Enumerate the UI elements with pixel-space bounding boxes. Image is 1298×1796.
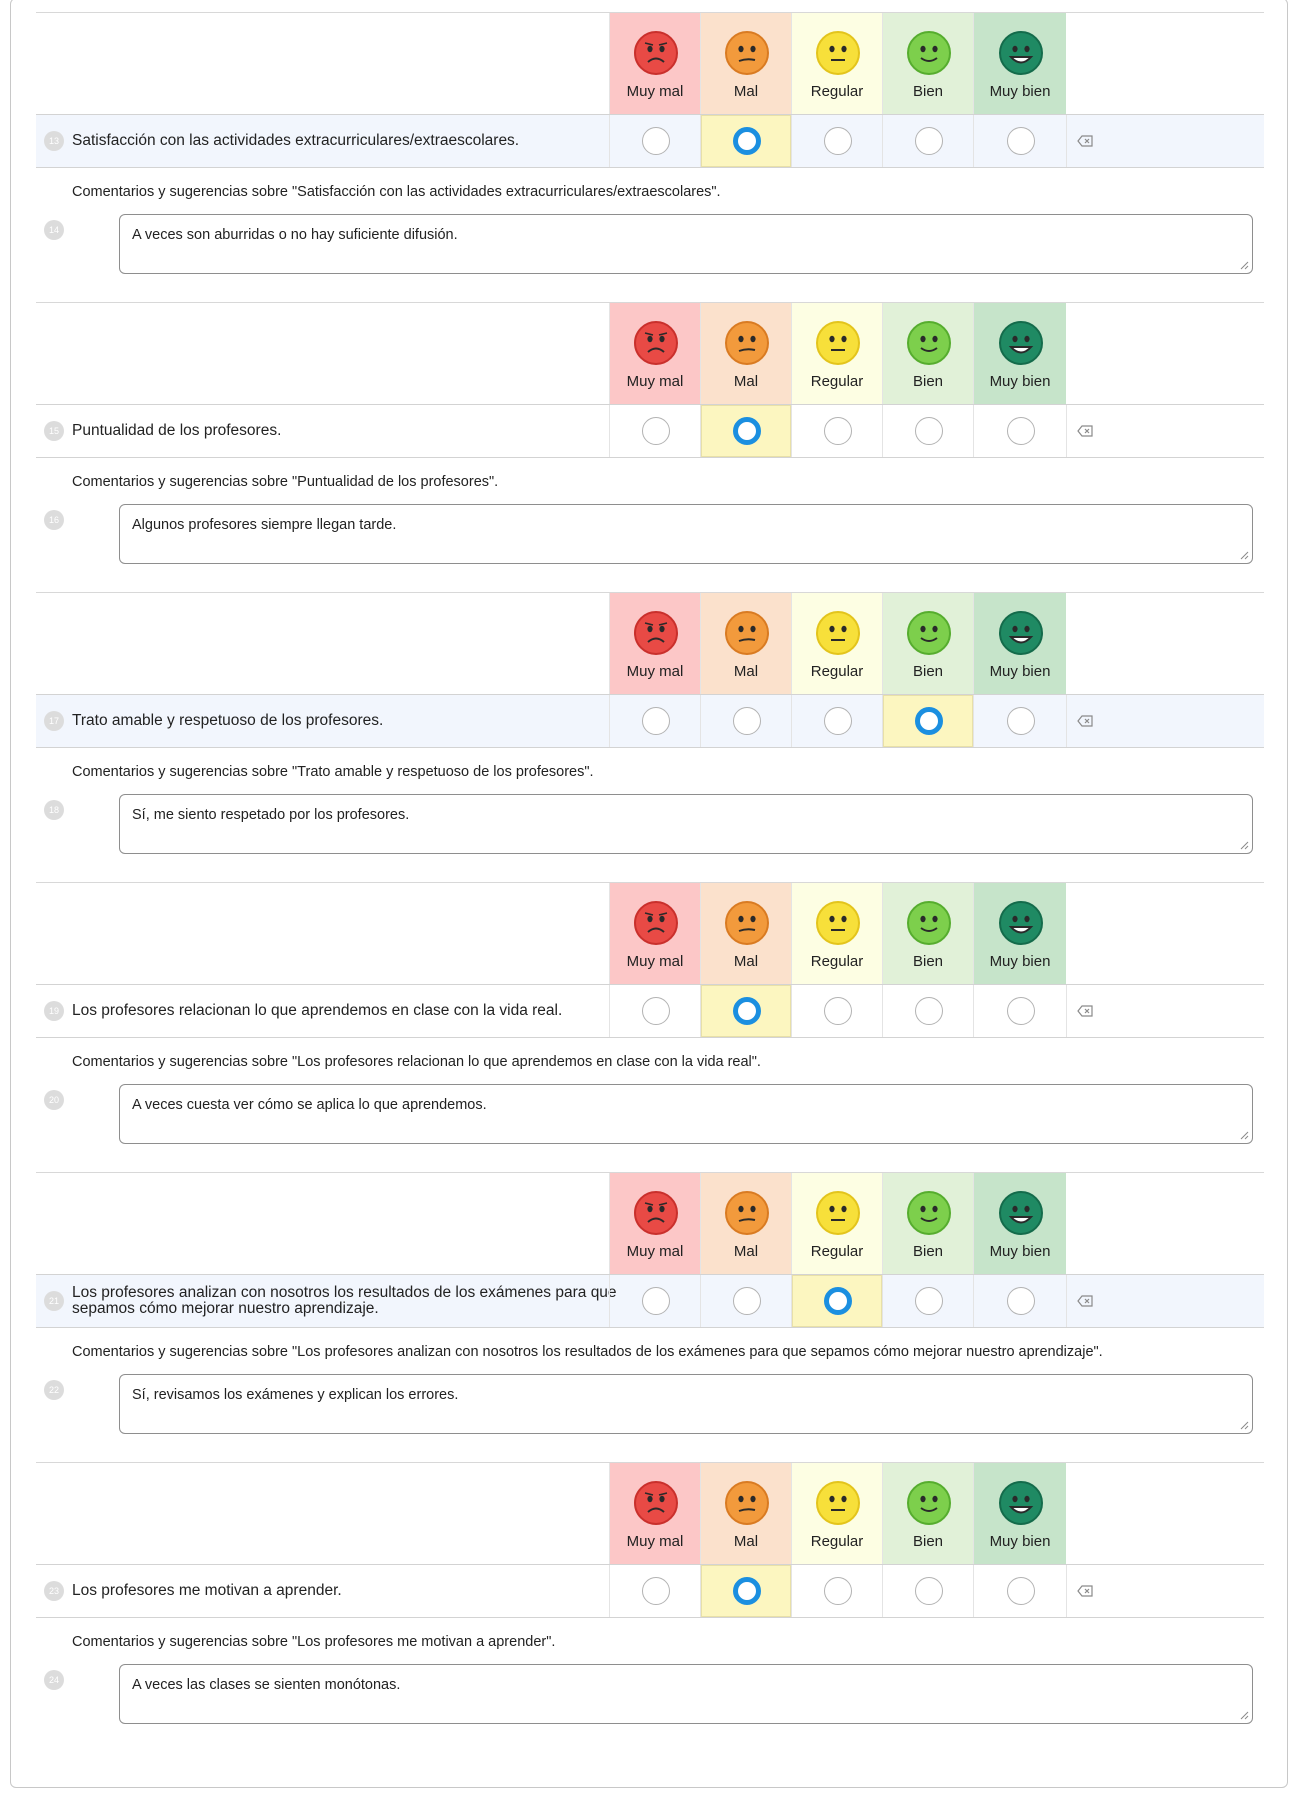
rating-option-cell[interactable] bbox=[973, 115, 1066, 167]
neutral-face-icon bbox=[815, 30, 861, 76]
comment-section bbox=[36, 458, 1264, 592]
scale-option-header bbox=[609, 303, 700, 404]
comment-section bbox=[36, 748, 1264, 882]
question-text: Trato amable y respetuoso de los profesores. bbox=[72, 712, 384, 729]
scale-option-header bbox=[791, 1173, 882, 1274]
very-happy-face-icon bbox=[998, 610, 1044, 656]
radio-button-selected[interactable] bbox=[824, 1287, 852, 1315]
scale-option-header bbox=[882, 593, 973, 694]
question-text: Los profesores relacionan lo que aprendemos en clase con la vida real. bbox=[72, 1002, 563, 1019]
scale-option-header bbox=[882, 303, 973, 404]
resize-grip-icon[interactable] bbox=[1239, 840, 1249, 850]
rating-option-cell[interactable] bbox=[973, 695, 1066, 747]
radio-button[interactable] bbox=[824, 127, 852, 155]
question-block bbox=[36, 302, 1264, 592]
rating-option-cell[interactable] bbox=[791, 695, 882, 747]
scale-label: Muy mal bbox=[626, 1243, 684, 1260]
radio-button[interactable] bbox=[642, 1287, 670, 1315]
radio-button[interactable] bbox=[915, 1287, 943, 1315]
scale-label: Regular bbox=[810, 953, 864, 970]
radio-button-selected[interactable] bbox=[733, 127, 761, 155]
scale-label: Regular bbox=[810, 663, 864, 680]
very-sad-face-icon bbox=[633, 1190, 679, 1236]
scale-label: Regular bbox=[810, 1243, 864, 1260]
scale-option-header bbox=[700, 1173, 791, 1274]
rating-scale-header bbox=[36, 1462, 1264, 1564]
backspace-icon[interactable] bbox=[1077, 715, 1093, 727]
rating-option-cell[interactable] bbox=[791, 405, 882, 457]
radio-button[interactable] bbox=[915, 1577, 943, 1605]
rating-option-cell[interactable] bbox=[882, 985, 973, 1037]
comment-textarea[interactable] bbox=[119, 1374, 1253, 1434]
comment-textarea[interactable] bbox=[119, 1084, 1253, 1144]
scale-label: Mal bbox=[733, 1243, 759, 1260]
neutral-face-icon bbox=[815, 610, 861, 656]
comment-section bbox=[36, 168, 1264, 302]
scale-label: Muy bien bbox=[989, 373, 1051, 390]
comment-textarea[interactable] bbox=[119, 1664, 1253, 1724]
question-number-badge: 24 bbox=[44, 1670, 64, 1690]
scale-option-header bbox=[973, 883, 1066, 984]
comment-text-value: Sí, revisamos los exámenes y explican los errores. bbox=[132, 1387, 459, 1403]
radio-button[interactable] bbox=[824, 707, 852, 735]
scale-option-header bbox=[973, 13, 1066, 114]
survey-page bbox=[10, 0, 1288, 1788]
scale-label: Regular bbox=[810, 373, 864, 390]
radio-button[interactable] bbox=[824, 997, 852, 1025]
comment-label: Comentarios y sugerencias sobre "Los profesores analizan con nosotros los resultados de los exámenes para que sepamos cómo mejorar nuestro aprendizaje". bbox=[72, 1344, 1103, 1360]
question-text: Satisfacción con las actividades extracurriculares/extraescolares. bbox=[72, 132, 520, 149]
neutral-face-icon bbox=[815, 900, 861, 946]
scale-label: Mal bbox=[733, 373, 759, 390]
scale-label: Muy bien bbox=[989, 953, 1051, 970]
very-sad-face-icon bbox=[633, 30, 679, 76]
sad-face-icon bbox=[724, 320, 770, 366]
radio-button[interactable] bbox=[915, 417, 943, 445]
scale-option-header bbox=[973, 1173, 1066, 1274]
rating-option-cell[interactable] bbox=[700, 405, 791, 457]
radio-button-selected[interactable] bbox=[733, 417, 761, 445]
scale-label: Muy bien bbox=[989, 83, 1051, 100]
rating-option-cell[interactable] bbox=[973, 1565, 1066, 1617]
radio-button[interactable] bbox=[642, 1577, 670, 1605]
rating-option-cell[interactable] bbox=[791, 115, 882, 167]
radio-button[interactable] bbox=[824, 417, 852, 445]
happy-face-icon bbox=[906, 320, 952, 366]
radio-button-selected[interactable] bbox=[733, 1577, 761, 1605]
comment-label: Comentarios y sugerencias sobre "Trato amable y respetuoso de los profesores". bbox=[72, 764, 594, 780]
radio-button[interactable] bbox=[1007, 127, 1035, 155]
clear-answer-button[interactable] bbox=[1066, 985, 1264, 1037]
radio-button[interactable] bbox=[824, 1577, 852, 1605]
radio-button[interactable] bbox=[733, 1287, 761, 1315]
scale-option-header bbox=[700, 303, 791, 404]
comment-label: Comentarios y sugerencias sobre "Puntualidad de los profesores". bbox=[72, 474, 499, 490]
comment-section bbox=[36, 1618, 1264, 1752]
rating-option-cell[interactable] bbox=[609, 1565, 700, 1617]
very-sad-face-icon bbox=[633, 320, 679, 366]
scale-option-header bbox=[700, 593, 791, 694]
comment-text-value: A veces cuesta ver cómo se aplica lo que aprendemos. bbox=[132, 1097, 487, 1113]
neutral-face-icon bbox=[815, 320, 861, 366]
rating-option-cell[interactable] bbox=[609, 695, 700, 747]
scale-option-header bbox=[609, 1463, 700, 1564]
clear-answer-button[interactable] bbox=[1066, 1275, 1264, 1327]
very-sad-face-icon bbox=[633, 900, 679, 946]
rating-option-cell[interactable] bbox=[973, 405, 1066, 457]
radio-button[interactable] bbox=[733, 707, 761, 735]
question-number-badge: 22 bbox=[44, 1380, 64, 1400]
very-happy-face-icon bbox=[998, 900, 1044, 946]
scale-label: Muy mal bbox=[626, 663, 684, 680]
rating-option-cell[interactable] bbox=[609, 1275, 700, 1327]
question-number-badge: 18 bbox=[44, 800, 64, 820]
question-number-badge: 15 bbox=[44, 421, 64, 441]
rating-option-cell[interactable] bbox=[700, 115, 791, 167]
scale-label: Muy mal bbox=[626, 83, 684, 100]
comment-section bbox=[36, 1328, 1264, 1462]
scale-label: Bien bbox=[912, 663, 944, 680]
scale-option-header bbox=[791, 303, 882, 404]
scale-option-header bbox=[882, 883, 973, 984]
happy-face-icon bbox=[906, 900, 952, 946]
rating-option-cell[interactable] bbox=[791, 985, 882, 1037]
question-row bbox=[36, 694, 1264, 748]
scale-label: Bien bbox=[912, 1243, 944, 1260]
radio-button[interactable] bbox=[642, 707, 670, 735]
question-number-badge: 17 bbox=[44, 711, 64, 731]
scale-option-header bbox=[700, 1463, 791, 1564]
question-number-badge: 21 bbox=[44, 1291, 64, 1311]
rating-option-cell[interactable] bbox=[882, 1275, 973, 1327]
radio-button[interactable] bbox=[1007, 1287, 1035, 1315]
very-happy-face-icon bbox=[998, 1190, 1044, 1236]
rating-option-cell[interactable] bbox=[609, 115, 700, 167]
scale-option-header bbox=[700, 883, 791, 984]
scale-label: Regular bbox=[810, 83, 864, 100]
neutral-face-icon bbox=[815, 1190, 861, 1236]
rating-option-cell[interactable] bbox=[973, 985, 1066, 1037]
comment-text-value: A veces las clases se sienten monótonas. bbox=[132, 1677, 401, 1693]
scale-option-header bbox=[609, 593, 700, 694]
resize-grip-icon[interactable] bbox=[1239, 1130, 1249, 1140]
radio-button[interactable] bbox=[642, 997, 670, 1025]
question-text: Los profesores analizan con nosotros los resultados de los exámenes para que sepamos cómo mejorar nuestro aprendizaje. bbox=[72, 1284, 617, 1317]
scale-option-header bbox=[882, 1463, 973, 1564]
backspace-icon[interactable] bbox=[1077, 1005, 1093, 1017]
happy-face-icon bbox=[906, 1480, 952, 1526]
scale-label: Muy bien bbox=[989, 1533, 1051, 1550]
rating-option-cell[interactable] bbox=[700, 985, 791, 1037]
rating-scale-header bbox=[36, 592, 1264, 694]
scale-option-header bbox=[700, 13, 791, 114]
question-row bbox=[36, 404, 1264, 458]
scale-label: Bien bbox=[912, 1533, 944, 1550]
clear-answer-button[interactable] bbox=[1066, 1565, 1264, 1617]
rating-option-cell[interactable] bbox=[791, 1275, 882, 1327]
rating-option-cell[interactable] bbox=[882, 115, 973, 167]
scale-option-header bbox=[973, 593, 1066, 694]
resize-grip-icon[interactable] bbox=[1239, 1420, 1249, 1430]
scale-option-header bbox=[609, 883, 700, 984]
radio-button-selected[interactable] bbox=[733, 997, 761, 1025]
rating-option-cell[interactable] bbox=[973, 1275, 1066, 1327]
sad-face-icon bbox=[724, 1480, 770, 1526]
happy-face-icon bbox=[906, 1190, 952, 1236]
clear-answer-button[interactable] bbox=[1066, 695, 1264, 747]
comment-section bbox=[36, 1038, 1264, 1172]
rating-option-cell[interactable] bbox=[791, 1565, 882, 1617]
comment-textarea[interactable] bbox=[119, 214, 1253, 274]
scale-label: Bien bbox=[912, 373, 944, 390]
scale-option-header bbox=[791, 593, 882, 694]
scale-option-header bbox=[882, 1173, 973, 1274]
sad-face-icon bbox=[724, 30, 770, 76]
sad-face-icon bbox=[724, 1190, 770, 1236]
scale-option-header bbox=[609, 13, 700, 114]
clear-answer-button[interactable] bbox=[1066, 115, 1264, 167]
happy-face-icon bbox=[906, 610, 952, 656]
radio-button[interactable] bbox=[642, 127, 670, 155]
sad-face-icon bbox=[724, 900, 770, 946]
rating-scale-header bbox=[36, 302, 1264, 404]
scale-label: Mal bbox=[733, 953, 759, 970]
radio-button[interactable] bbox=[1007, 997, 1035, 1025]
rating-scale-header bbox=[36, 1172, 1264, 1274]
comment-label: Comentarios y sugerencias sobre "Los profesores me motivan a aprender". bbox=[72, 1634, 556, 1650]
backspace-icon[interactable] bbox=[1077, 1295, 1093, 1307]
scale-option-header bbox=[791, 13, 882, 114]
scale-label: Mal bbox=[733, 83, 759, 100]
question-row bbox=[36, 114, 1264, 168]
question-number-badge: 19 bbox=[44, 1001, 64, 1021]
radio-button[interactable] bbox=[915, 997, 943, 1025]
scale-option-header bbox=[791, 883, 882, 984]
backspace-icon[interactable] bbox=[1077, 425, 1093, 437]
radio-button[interactable] bbox=[642, 417, 670, 445]
scale-label: Muy bien bbox=[989, 663, 1051, 680]
scale-option-header bbox=[973, 303, 1066, 404]
backspace-icon[interactable] bbox=[1077, 1585, 1093, 1597]
rating-option-cell[interactable] bbox=[609, 985, 700, 1037]
question-text: Puntualidad de los profesores. bbox=[72, 422, 282, 439]
question-number-badge: 20 bbox=[44, 1090, 64, 1110]
very-happy-face-icon bbox=[998, 1480, 1044, 1526]
question-block bbox=[36, 592, 1264, 882]
question-block bbox=[36, 1172, 1264, 1462]
backspace-icon[interactable] bbox=[1077, 135, 1093, 147]
question-block bbox=[36, 12, 1264, 302]
resize-grip-icon[interactable] bbox=[1239, 260, 1249, 270]
scale-label: Mal bbox=[733, 663, 759, 680]
comment-text-value: Sí, me siento respetado por los profesores. bbox=[132, 807, 410, 823]
rating-option-cell[interactable] bbox=[700, 1565, 791, 1617]
rating-option-cell[interactable] bbox=[882, 405, 973, 457]
scale-label: Mal bbox=[733, 1533, 759, 1550]
question-row bbox=[36, 1564, 1264, 1618]
comment-textarea[interactable] bbox=[119, 504, 1253, 564]
radio-button[interactable] bbox=[915, 127, 943, 155]
scale-option-header bbox=[609, 1173, 700, 1274]
question-number-badge: 13 bbox=[44, 131, 64, 151]
scale-option-header bbox=[791, 1463, 882, 1564]
question-text: Los profesores me motivan a aprender. bbox=[72, 1582, 342, 1599]
scale-label: Bien bbox=[912, 953, 944, 970]
survey-question-list bbox=[36, 12, 1264, 1752]
happy-face-icon bbox=[906, 30, 952, 76]
rating-option-cell[interactable] bbox=[882, 1565, 973, 1617]
very-happy-face-icon bbox=[998, 320, 1044, 366]
radio-button[interactable] bbox=[1007, 1577, 1035, 1605]
very-sad-face-icon bbox=[633, 1480, 679, 1526]
question-number-badge: 16 bbox=[44, 510, 64, 530]
scale-label: Muy bien bbox=[989, 1243, 1051, 1260]
very-happy-face-icon bbox=[998, 30, 1044, 76]
very-sad-face-icon bbox=[633, 610, 679, 656]
comment-text-value: Algunos profesores siempre llegan tarde. bbox=[132, 517, 397, 533]
comment-text-value: A veces son aburridas o no hay suficiente difusión. bbox=[132, 227, 458, 243]
scale-label: Muy mal bbox=[626, 1533, 684, 1550]
question-number-badge: 23 bbox=[44, 1581, 64, 1601]
scale-option-header bbox=[882, 13, 973, 114]
rating-scale-header bbox=[36, 12, 1264, 114]
scale-label: Regular bbox=[810, 1533, 864, 1550]
question-row bbox=[36, 1274, 1264, 1328]
scale-label: Muy mal bbox=[626, 373, 684, 390]
question-row bbox=[36, 984, 1264, 1038]
radio-button-selected[interactable] bbox=[915, 707, 943, 735]
neutral-face-icon bbox=[815, 1480, 861, 1526]
comment-textarea[interactable] bbox=[119, 794, 1253, 854]
scale-label: Bien bbox=[912, 83, 944, 100]
rating-option-cell[interactable] bbox=[700, 1275, 791, 1327]
scale-option-header bbox=[973, 1463, 1066, 1564]
sad-face-icon bbox=[724, 610, 770, 656]
rating-option-cell[interactable] bbox=[609, 405, 700, 457]
clear-answer-button[interactable] bbox=[1066, 405, 1264, 457]
question-number-badge: 14 bbox=[44, 220, 64, 240]
question-block bbox=[36, 1462, 1264, 1752]
resize-grip-icon[interactable] bbox=[1239, 1710, 1249, 1720]
radio-button[interactable] bbox=[1007, 707, 1035, 735]
resize-grip-icon[interactable] bbox=[1239, 550, 1249, 560]
comment-label: Comentarios y sugerencias sobre "Los profesores relacionan lo que aprendemos en clase con la vida real". bbox=[72, 1054, 761, 1070]
radio-button[interactable] bbox=[1007, 417, 1035, 445]
rating-option-cell[interactable] bbox=[882, 695, 973, 747]
comment-label: Comentarios y sugerencias sobre "Satisfacción con las actividades extracurriculares/extraescolares". bbox=[72, 184, 721, 200]
rating-option-cell[interactable] bbox=[700, 695, 791, 747]
question-block bbox=[36, 882, 1264, 1172]
rating-scale-header bbox=[36, 882, 1264, 984]
scale-label: Muy mal bbox=[626, 953, 684, 970]
